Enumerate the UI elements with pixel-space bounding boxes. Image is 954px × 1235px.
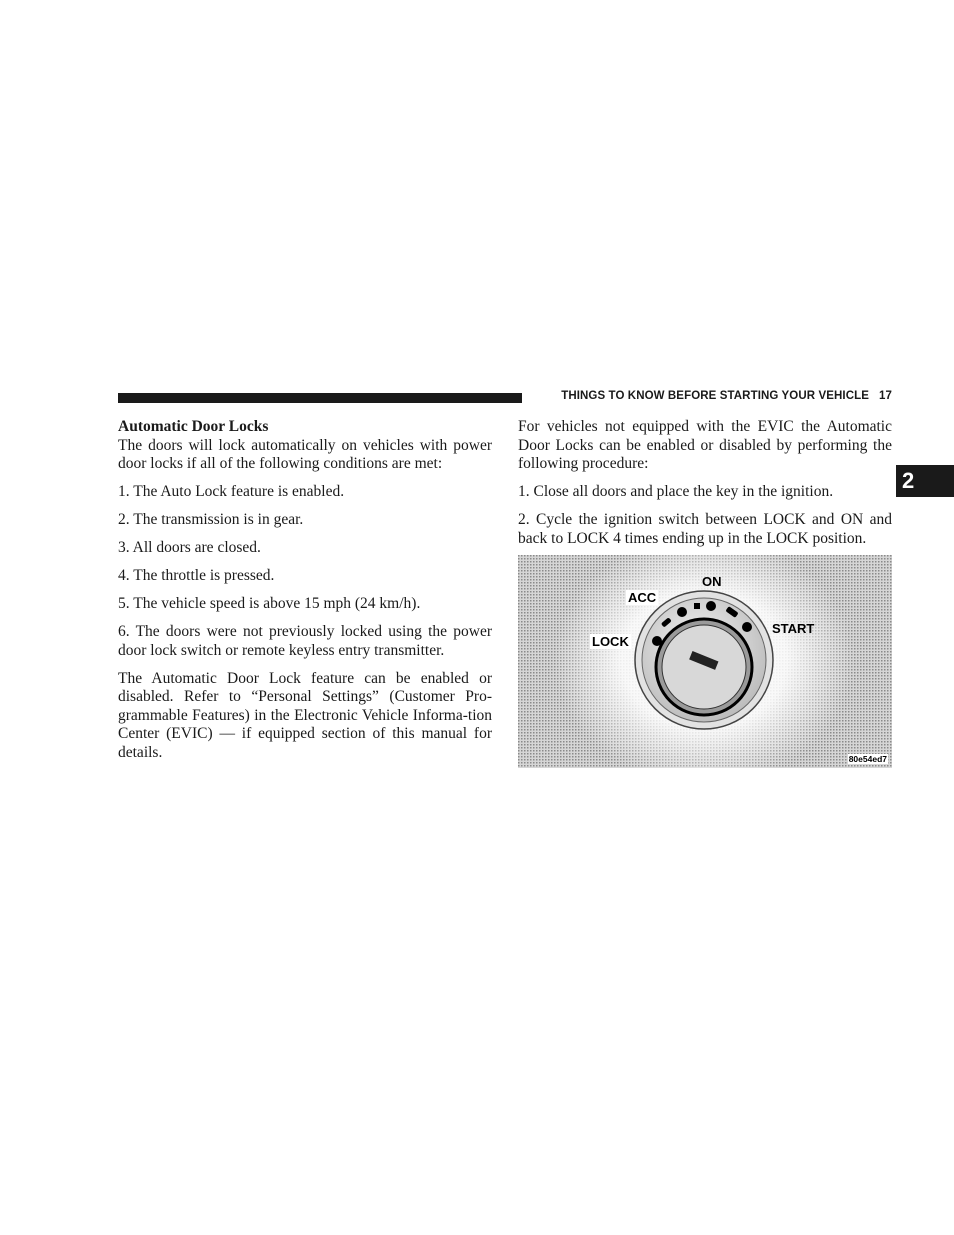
list-item: 6. The doors were not previously locked using the power door lock switch or remote keyless entry transmitter. [118,623,492,659]
list-item: 3. All doors are closed. [118,539,261,556]
section-heading: Automatic Door Locks [118,418,269,435]
right-column [518,418,892,548]
list-item: 1. Close all doors and place the key in the ignition. [518,483,834,500]
intro-paragraph: The doors will lock automatically on vehicles with power door locks if all of the following conditions are met: [118,436,492,472]
list-item: 2. The transmission is in gear. [118,511,304,528]
procedure-steps [518,483,892,548]
procedure-intro: For vehicles not equipped with the EVIC the Automatic Door Locks can be enabled or disabled by performing the following procedure: [518,418,892,472]
conditions-list [118,483,492,660]
figure-code: 80e54ed7 [848,754,887,764]
list-item: 5. The vehicle speed is above 15 mph (24 km/h). [118,595,421,612]
list-item: 1. The Auto Lock feature is enabled. [118,483,345,500]
header-title: THINGS TO KNOW BEFORE STARTING YOUR VEHICLE [561,390,869,402]
running-header [534,390,892,402]
list-item: 2. Cycle the ignition switch between LOCK and ON and back to LOCK 4 times ending up in the LOCK position. [518,511,892,547]
start-label: START [772,621,815,636]
chapter-tab: 2 [896,465,954,497]
on-label: ON [702,574,722,589]
page-number: 17 [879,390,892,402]
acc-label: ACC [628,590,657,605]
left-column [118,418,492,762]
lock-label: LOCK [592,634,629,649]
closing-paragraph: The Automatic Door Lock feature can be enabled or disabled. Refer to “Personal Settings” (Customer Pro-grammable Features) in the Electronic Vehicle Informa-tion Center (EVIC) — if equipped section of this manual for details. [118,669,492,761]
list-item: 4. The throttle is pressed. [118,567,275,584]
ignition-switch-figure [518,555,892,768]
header-rule [118,393,522,403]
